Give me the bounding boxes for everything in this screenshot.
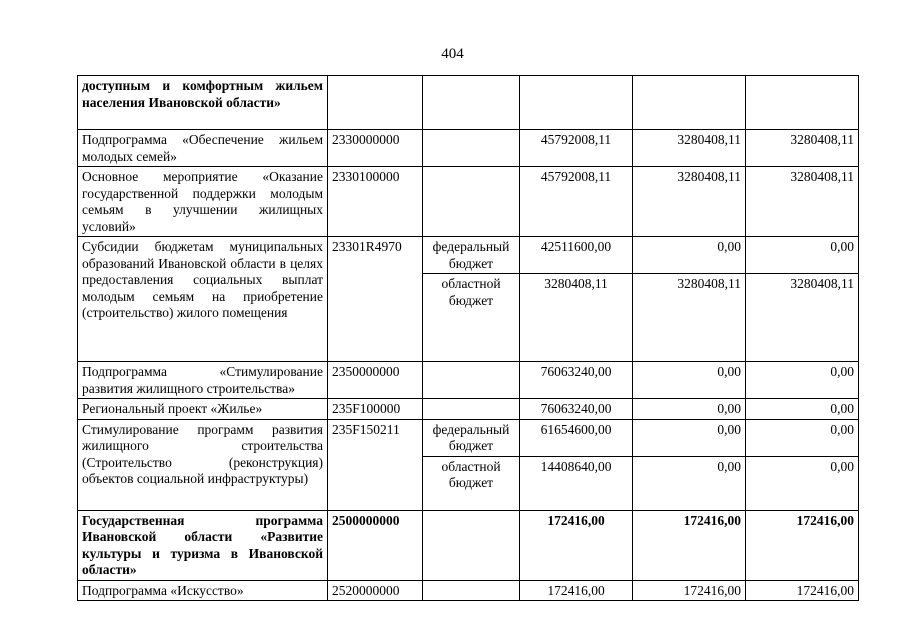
row-code: 2500000000 bbox=[328, 510, 423, 580]
row-value-1: 76063240,00 bbox=[520, 399, 633, 420]
table-row bbox=[78, 419, 859, 456]
row-value-3: 172416,00 bbox=[746, 580, 859, 601]
row-name: Подпрограмма «Стимулирование развития жилищного строительства» bbox=[78, 362, 328, 399]
table-row bbox=[78, 237, 859, 274]
row-code: 235F100000 bbox=[328, 399, 423, 420]
row-value-2 bbox=[633, 76, 746, 130]
row-value-3: 172416,00 bbox=[746, 510, 859, 580]
row-value-2: 0,00 bbox=[633, 399, 746, 420]
row-code: 2330000000 bbox=[328, 130, 423, 167]
row-source bbox=[423, 167, 520, 237]
row-source bbox=[423, 399, 520, 420]
row-value-3: 0,00 bbox=[746, 237, 859, 274]
row-value-2: 3280408,11 bbox=[633, 274, 746, 362]
row-value-3: 3280408,11 bbox=[746, 274, 859, 362]
row-name: Основное мероприятие «Оказание государственной поддержки молодым семьям в улучшении жилищных условий» bbox=[78, 167, 328, 237]
row-value-3: 0,00 bbox=[746, 362, 859, 399]
row-name: Подпрограмма «Искусство» bbox=[78, 580, 328, 601]
page-number: 404 bbox=[441, 46, 464, 62]
row-source: федеральный бюджет bbox=[423, 419, 520, 456]
row-value-1: 14408640,00 bbox=[520, 456, 633, 510]
row-value-1: 3280408,11 bbox=[520, 274, 633, 362]
row-source: областной бюджет bbox=[423, 274, 520, 362]
table-row bbox=[78, 510, 859, 580]
row-source: областной бюджет bbox=[423, 456, 520, 510]
row-source bbox=[423, 510, 520, 580]
budget-table bbox=[77, 75, 859, 601]
row-value-2: 3280408,11 bbox=[633, 167, 746, 237]
table-row bbox=[78, 399, 859, 420]
row-code bbox=[328, 76, 423, 130]
row-value-2: 172416,00 bbox=[633, 510, 746, 580]
row-value-2: 0,00 bbox=[633, 237, 746, 274]
table-row bbox=[78, 580, 859, 601]
table-row bbox=[78, 362, 859, 399]
row-value-2: 0,00 bbox=[633, 362, 746, 399]
row-code: 2520000000 bbox=[328, 580, 423, 601]
row-code: 235F150211 bbox=[328, 419, 423, 510]
row-source bbox=[423, 130, 520, 167]
row-source bbox=[423, 362, 520, 399]
row-value-1 bbox=[520, 76, 633, 130]
row-value-2: 3280408,11 bbox=[633, 130, 746, 167]
row-code: 2330100000 bbox=[328, 167, 423, 237]
table-row bbox=[78, 130, 859, 167]
row-value-1: 76063240,00 bbox=[520, 362, 633, 399]
row-source: федеральный бюджет bbox=[423, 237, 520, 274]
row-value-3: 3280408,11 bbox=[746, 130, 859, 167]
row-value-1: 42511600,00 bbox=[520, 237, 633, 274]
row-name: Государственная программа Ивановской области «Развитие культуры и туризма в Ивановской области» bbox=[78, 510, 328, 580]
row-value-3: 0,00 bbox=[746, 419, 859, 456]
row-code: 2350000000 bbox=[328, 362, 423, 399]
row-name: Региональный проект «Жилье» bbox=[78, 399, 328, 420]
row-name: Стимулирование программ развития жилищного строительства (Строительство (реконструкция) объектов социальной инфраструктуры) bbox=[78, 419, 328, 510]
row-value-3 bbox=[746, 76, 859, 130]
row-value-3: 0,00 bbox=[746, 456, 859, 510]
row-value-1: 172416,00 bbox=[520, 510, 633, 580]
row-source bbox=[423, 76, 520, 130]
row-name: доступным и комфортным жильем населения Ивановской области» bbox=[78, 76, 328, 130]
row-value-3: 0,00 bbox=[746, 399, 859, 420]
row-code: 23301R4970 bbox=[328, 237, 423, 362]
row-value-1: 45792008,11 bbox=[520, 130, 633, 167]
row-value-1: 172416,00 bbox=[520, 580, 633, 601]
row-value-2: 172416,00 bbox=[633, 580, 746, 601]
row-name: Подпрограмма «Обеспечение жильем молодых семей» bbox=[78, 130, 328, 167]
row-value-3: 3280408,11 bbox=[746, 167, 859, 237]
table-row bbox=[78, 76, 859, 130]
table-row bbox=[78, 167, 859, 237]
row-source bbox=[423, 580, 520, 601]
row-value-1: 45792008,11 bbox=[520, 167, 633, 237]
row-name: Субсидии бюджетам муниципальных образований Ивановской области в целях предоставления социальных выплат молодым семьям на приобретение (строительство) жилого помещения bbox=[78, 237, 328, 362]
row-value-1: 61654600,00 bbox=[520, 419, 633, 456]
row-value-2: 0,00 bbox=[633, 456, 746, 510]
row-value-2: 0,00 bbox=[633, 419, 746, 456]
